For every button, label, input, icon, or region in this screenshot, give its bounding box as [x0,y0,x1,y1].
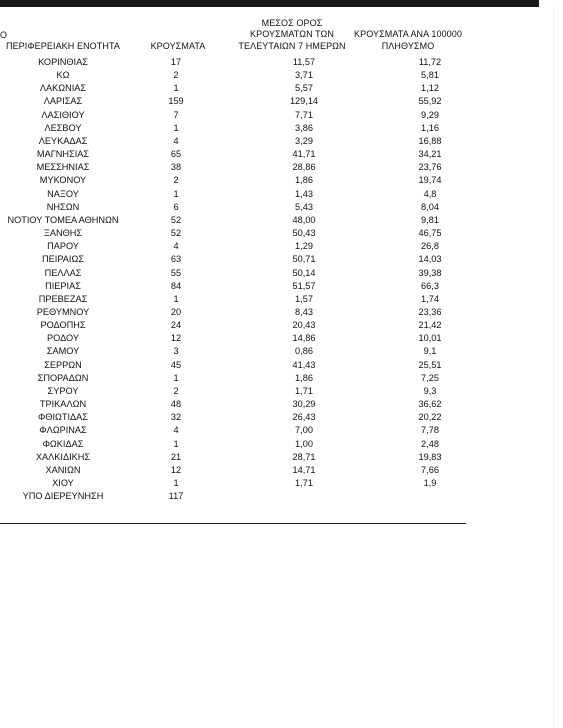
cell-cases: 45 [170,359,182,370]
cell-7day-average: 50,14 [292,267,316,278]
cell-per-100000: 23,36 [418,306,442,317]
table-row [0,267,490,280]
cell-region: ΧΙΟΥ [52,478,74,488]
cell-7day-average: 1,71 [295,478,313,488]
cell-cases: 4 [173,425,179,436]
table-row [0,293,490,306]
cell-cases: 1 [173,372,179,383]
cell-per-100000: 9,29 [421,109,439,120]
table-row [0,188,490,201]
cell-region: ΛΕΣΒΟΥ [44,122,82,133]
cell-region: ΠΕΛΛΑΣ [44,267,82,278]
table-row [0,332,490,345]
cell-per-100000: 46,75 [418,228,442,239]
cell-per-100000: 39,38 [418,267,442,278]
cell-region: ΠΡΕΒΕΖΑΣ [38,293,88,304]
cases-table [0,56,490,503]
cell-region: ΡΟΔΟΥ [46,333,79,344]
header-line: ΚΡΟΥΣΜΑΤΑ [150,40,206,51]
cell-per-100000: 21,42 [418,320,442,331]
cell-region: ΠΑΡΟΥ [47,241,79,252]
cell-per-100000: 34,21 [418,149,442,160]
table-row [0,201,490,214]
cell-region: ΜΑΓΝΗΣΙΑΣ [36,149,90,160]
table-header [0,8,563,52]
cell-region: ΦΛΩΡΙΝΑΣ [39,425,87,436]
cell-per-100000: 9,81 [421,214,439,225]
cell-7day-average: 26,43 [292,412,316,423]
cell-7day-average: 1,29 [295,241,313,252]
cell-region: ΛΕΥΚΑΔΑΣ [38,135,88,146]
table-row [0,306,490,319]
cell-7day-average: 20,43 [292,320,316,331]
cell-region: ΣΥΡΟΥ [47,385,79,396]
cell-7day-average: 28,71 [292,451,316,462]
cell-7day-average: 7,00 [295,425,313,436]
cell-per-100000: 1,16 [421,122,439,133]
cell-cases: 52 [170,228,182,239]
cell-7day-average: 7,71 [295,109,313,120]
cell-region: ΚΟΡΙΝΘΙΑΣ [38,57,88,67]
cell-cases: 1 [173,293,179,304]
cell-7day-average: 1,57 [295,293,313,304]
cell-cases: 48 [170,399,182,410]
cell-cases: 4 [173,241,179,252]
cell-per-100000: 19,74 [418,175,442,186]
cell-region: ΣΠΟΡΑΔΩΝ [37,372,89,383]
table-row [0,56,490,69]
table-row [0,411,490,424]
cell-region: ΧΑΛΚΙΔΙΚΗΣ [35,451,91,462]
table-row [0,424,490,437]
cell-cases: 2 [173,70,179,81]
cell-cases: 2 [173,385,179,396]
cell-cases: 6 [173,201,179,212]
cell-7day-average: 1,00 [295,438,313,449]
table-row [0,464,490,477]
cell-cases: 1 [173,122,179,133]
cell-region: ΤΡΙΚΑΛΩΝ [39,399,87,410]
cell-region: ΛΑΣΙΘΙΟΥ [41,109,85,120]
cell-cases: 1 [173,83,179,94]
table-row [0,359,490,372]
header-line: ΚΡΟΥΣΜΑΤΩΝ ΤΩΝ [250,29,334,39]
cell-7day-average: 50,71 [292,254,316,265]
cell-7day-average: 41,43 [292,359,316,370]
table-row [0,135,490,148]
cell-cases: 84 [170,280,182,291]
cell-per-100000: 8,04 [421,201,439,212]
cell-7day-average: 1,71 [295,385,313,396]
cell-per-100000: 26,8 [421,241,439,252]
page-edge [553,7,554,728]
cell-per-100000: 2,48 [421,438,439,449]
header-line: ΠΛΗΘΥΣΜΟ [381,40,435,51]
cell-per-100000: 23,76 [418,162,442,173]
header-line: ΜΕΣΟΣ ΟΡΟΣ [261,17,323,28]
cell-7day-average: 3,29 [295,135,313,146]
table-row [0,161,490,174]
table-row [0,82,490,95]
table-row [0,451,490,464]
top-border-bar [0,0,563,7]
cell-per-100000: 7,78 [421,425,439,436]
cell-per-100000: 1,12 [421,83,439,94]
cell-cases: 20 [170,306,182,317]
document-page [0,8,563,502]
cell-per-100000: 20,22 [418,412,442,423]
cell-7day-average: 5,57 [295,83,313,94]
cell-region: ΞΑΝΘΗΣ [43,228,83,239]
cell-region: ΧΑΝΙΩΝ [45,464,81,475]
cell-per-100000: 5,81 [421,70,439,81]
cell-cases: 12 [170,464,182,475]
cell-region: ΜΕΣΣΗΝΙΑΣ [36,162,90,173]
header-region [0,41,126,53]
cell-7day-average [226,490,370,503]
cell-7day-average: 11,57 [292,57,316,67]
table-row [0,240,490,253]
table-row [0,174,490,187]
table-row [0,438,490,451]
cell-per-100000: 1,74 [421,293,439,304]
table-row [0,214,490,227]
cell-cases: 12 [170,333,182,344]
cell-7day-average: 129,14 [289,96,319,107]
cell-region: ΠΙΕΡΙΑΣ [45,280,81,291]
cell-cases: 1 [173,188,179,199]
cell-per-100000: 9,1 [423,346,437,357]
table-row [0,398,490,411]
cell-cases: 2 [173,175,179,186]
cell-7day-average: 30,29 [292,399,316,410]
top-border-gap [539,0,563,7]
cell-per-100000: 7,25 [421,372,439,383]
cell-per-100000: 66,3 [421,280,439,291]
cell-region: ΝΟΤΙΟΥ ΤΟΜΕΑ ΑΘΗΝΩΝ [7,214,119,225]
cell-per-100000: 36,62 [418,399,442,410]
cell-7day-average: 0,86 [295,346,313,357]
cell-per-100000: 1,9 [423,478,437,488]
header-line: ΠΕΡΙΦΕΡΕΙΑΚΗ ΕΝΟΤΗΤΑ [5,40,121,51]
cell-per-100000: 11,72 [418,57,442,67]
cell-region: ΝΑΞΟΥ [47,188,79,199]
cell-per-100000: 16,88 [418,135,442,146]
cell-per-100000: 25,51 [418,359,442,370]
table-bottom-rule [0,523,466,524]
header-7day-average [228,18,356,53]
table-row [0,148,490,161]
table-row [0,385,490,398]
cell-region: ΛΑΚΩΝΙΑΣ [39,83,87,94]
cell-cases: 55 [170,267,182,278]
cell-per-100000: 55,92 [418,96,442,107]
cell-7day-average: 8,43 [295,306,313,317]
cell-cases: 21 [170,451,182,462]
cell-region: ΦΘΙΩΤΙΔΑΣ [37,412,88,423]
table-row [0,95,490,108]
cell-per-100000: 19,83 [418,451,442,462]
cell-7day-average: 14,71 [292,464,316,475]
cell-cases: 52 [170,214,182,225]
cell-region: ΡΕΘΥΜΝΟΥ [36,306,90,317]
cell-7day-average: 48,00 [292,214,316,225]
cell-per-100000: 9,3 [423,385,437,396]
table-row [0,69,490,82]
cell-region: ΡΟΔΟΠΗΣ [40,320,86,331]
table-row [0,372,490,385]
cell-7day-average: 50,43 [292,228,316,239]
cell-per-100000 [370,490,490,503]
cell-region: ΠΕΙΡΑΙΩΣ [42,254,84,265]
cell-region: ΣΑΜΟΥ [46,346,80,357]
cell-region: ΚΩ [56,70,70,81]
table-row [0,109,490,122]
cell-7day-average: 41,71 [292,149,316,160]
cell-per-100000: 14,03 [418,254,442,265]
cell-cases: 117 [168,491,184,502]
cell-cases: 159 [168,96,184,107]
cell-cases: 1 [173,478,179,488]
cell-7day-average: 5,43 [295,201,313,212]
table-row [0,345,490,358]
cell-region: ΛΑΡΙΣΑΣ [43,96,83,107]
cell-region: ΝΗΣΩΝ [46,201,80,212]
cell-cases: 1 [173,438,179,449]
header-per-100000 [344,29,472,52]
cell-7day-average: 3,86 [295,122,313,133]
cell-cases: 7 [173,109,179,120]
cell-per-100000: 4,8 [423,188,437,199]
table-row [0,280,490,293]
cell-cases: 3 [173,346,179,357]
header-cases [140,41,216,53]
cell-7day-average: 28,86 [292,162,316,173]
cell-region: ΦΩΚΙΔΑΣ [42,438,84,449]
cell-cases: 63 [170,254,182,265]
cell-7day-average: 51,57 [292,280,316,291]
table-row [0,122,490,135]
cell-cases: 17 [170,57,182,67]
table-row [0,319,490,332]
cell-cases: 65 [170,149,182,160]
cell-7day-average: 3,71 [295,70,313,81]
cell-per-100000: 7,66 [421,464,439,475]
cell-7day-average: 14,86 [292,333,316,344]
cell-7day-average: 1,86 [295,175,313,186]
cell-7day-average: 1,43 [295,188,313,199]
table-row [0,490,490,503]
cell-region: ΥΠΟ ΔΙΕΡΕΥΝΗΣΗ [22,491,104,502]
header-line: ΤΕΛΕΥΤΑΙΩΝ 7 ΗΜΕΡΩΝ [238,40,346,51]
cut-off-header-char: Ο [0,30,8,40]
table-row [0,477,490,490]
cell-cases: 4 [173,135,179,146]
cell-cases: 32 [170,412,182,423]
table-row [0,227,490,240]
cell-7day-average: 1,86 [295,372,313,383]
cell-per-100000: 10,01 [418,333,442,344]
table-row [0,253,490,266]
header-line: ΚΡΟΥΣΜΑΤΑ ΑΝΑ 100000 [354,29,462,39]
cell-region: ΜΥΚΟΝΟΥ [39,175,87,186]
cell-region: ΣΕΡΡΩΝ [44,359,82,370]
cell-cases: 24 [170,320,182,331]
cell-cases: 38 [170,162,182,173]
